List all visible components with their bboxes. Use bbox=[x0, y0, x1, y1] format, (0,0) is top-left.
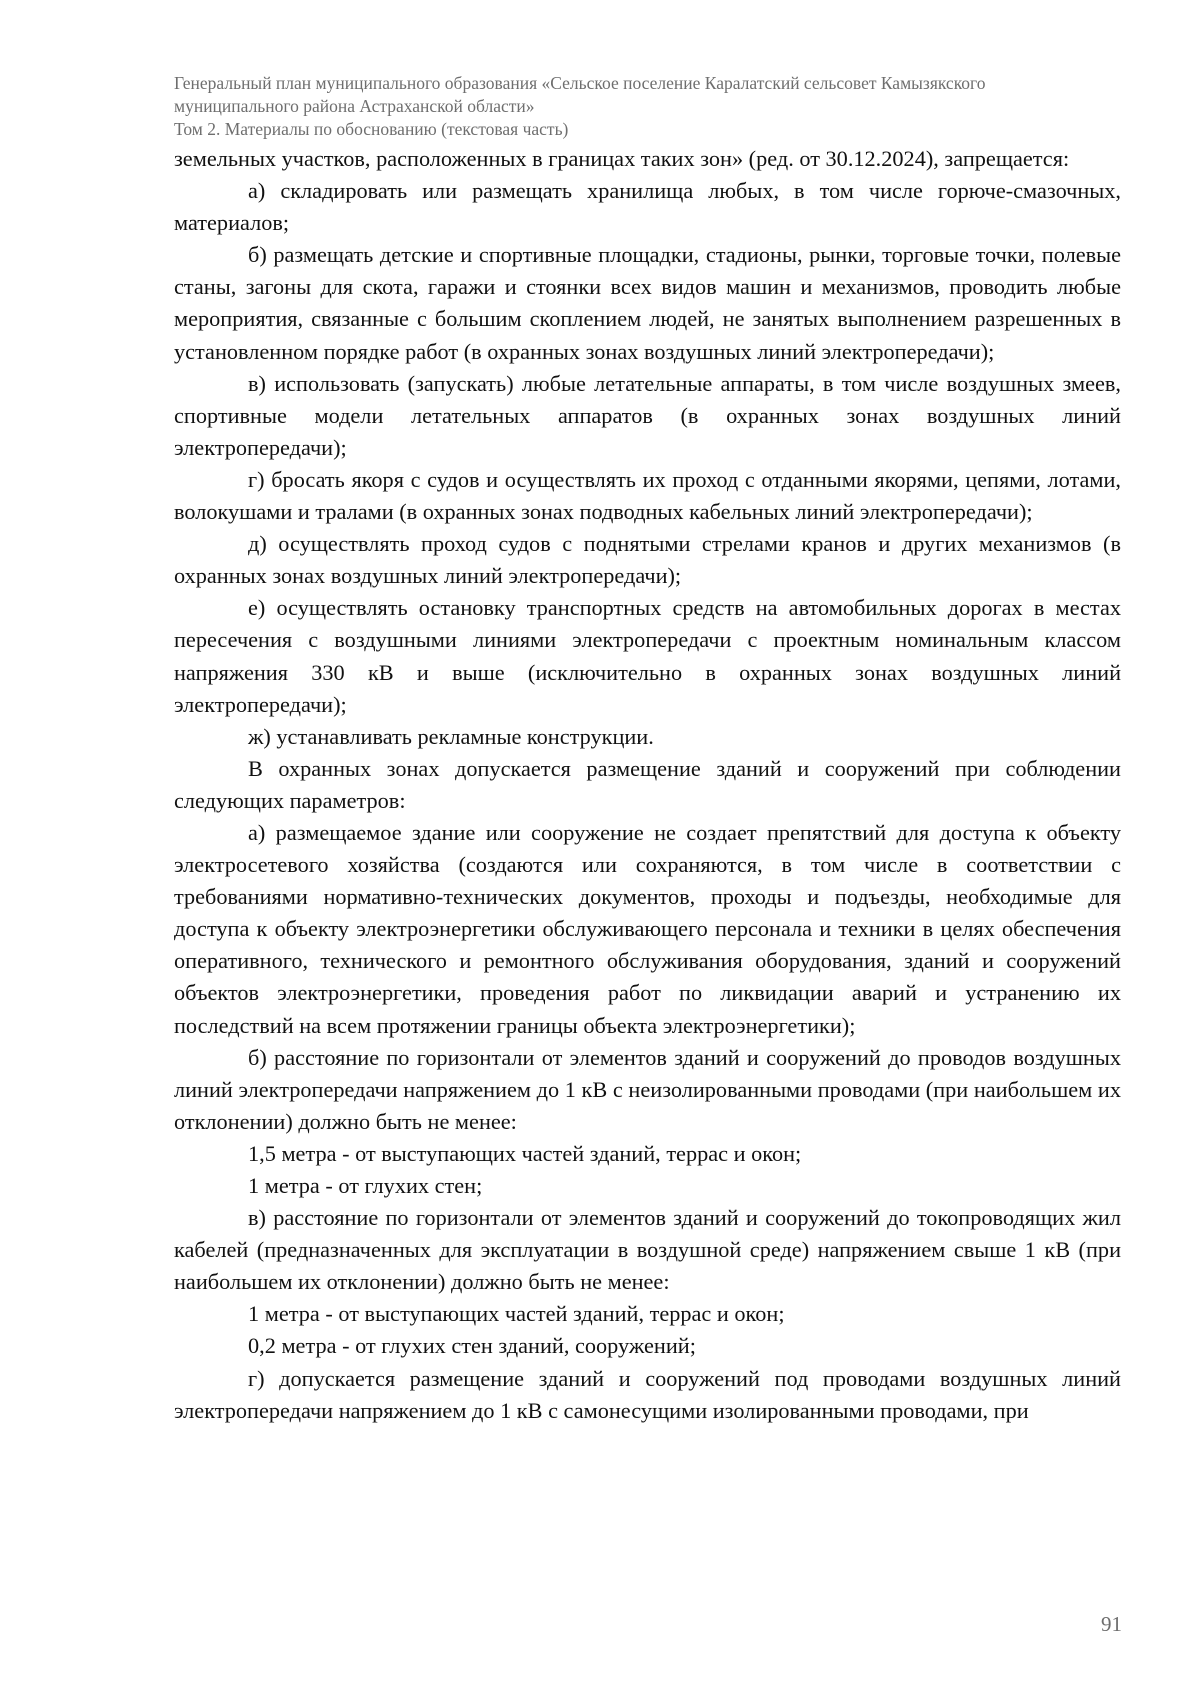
paragraph: г) допускается размещение зданий и сооружений под проводами воздушных линий электропередачи напряжением до 1 кВ с самонесущими изолированными проводами, при bbox=[174, 1365, 1121, 1423]
paragraph: г) бросать якоря с судов и осуществлять их проход с отданными якорями, цепями, лотами, волокушами и тралами (в охранных зонах подводных кабельных линий электропередачи); bbox=[174, 466, 1121, 525]
paragraph: б) размещать детские и спортивные площадки, стадионы, рынки, торговые точки, полевые станы, загоны для скота, гаражи и стоянки всех видов машин и механизмов, проводить любые мероприятия, связанные с большим скоплением людей, не занятых выполнением разрешенных в установленном порядке работ (в охранных зонах воздушных линий электропередачи); bbox=[174, 242, 1121, 364]
paragraph: б) расстояние по горизонтали от элементов зданий и сооружений до проводов воздушных линий электропередачи напряжением до 1 кВ с неизолированными проводами (при наибольшем их отклонении) должно быть не менее: bbox=[174, 1044, 1121, 1134]
document-body bbox=[174, 143, 1121, 1427]
paragraph: В охранных зонах допускается размещение зданий и сооружений при соблюдении следующих параметров: bbox=[174, 755, 1121, 813]
header-line-3: Том 2. Материалы по обоснованию (текстовая часть) bbox=[174, 119, 569, 139]
paragraph: а) складировать или размещать хранилища любых, в том числе горюче-смазочных, материалов; bbox=[174, 178, 1121, 236]
paragraph: 1,5 метра - от выступающих частей зданий, террас и окон; bbox=[248, 1140, 802, 1166]
paragraph: а) размещаемое здание или сооружение не создает препятствий для доступа к объекту электросетевого хозяйства (создаются или сохраняются, в том числе в соответствии с требованиями нормативно-технических документов, проходы и подъезды, необходимые для доступа к объекту электроэнергетики обслуживающего персонала и техники в целях обеспечения оперативного, технического и ремонтного обслуживания оборудования, зданий и сооружений объектов электроэнергетики, проведения работ по ликвидации аварий и устранению их последствий на всем протяжении границы объекта электроэнергетики); bbox=[174, 819, 1121, 1038]
paragraph: 0,2 метра - от глухих стен зданий, сооружений; bbox=[248, 1333, 696, 1359]
paragraph: ж) устанавливать рекламные конструкции. bbox=[248, 723, 654, 749]
paragraph: е) осуществлять остановку транспортных средств на автомобильных дорогах в местах пересечения с воздушными линиями электропередачи с проектным номинальным классом напряжения 330 кВ и выше (исключительно в охранных зонах воздушных линий электропередачи); bbox=[174, 595, 1121, 717]
paragraph: 1 метра - от выступающих частей зданий, террас и окон; bbox=[248, 1301, 785, 1327]
paragraph: в) использовать (запускать) любые летательные аппараты, в том числе воздушных змеев, спортивные модели летательных аппаратов (в охранных зонах воздушных линий электропередачи); bbox=[174, 370, 1121, 460]
page-number: 91 bbox=[1101, 1612, 1122, 1636]
paragraph: 1 метра - от глухих стен; bbox=[248, 1173, 483, 1198]
paragraph: в) расстояние по горизонтали от элементов зданий и сооружений до токопроводящих жил кабелей (предназначенных для эксплуатации в воздушной среде) напряжением свыше 1 кВ (при наибольшем их отклонении) должно быть не менее: bbox=[174, 1205, 1121, 1295]
paragraph-continuation: земельных участков, расположенных в границах таких зон» (ред. от 30.12.2024), запрещается: bbox=[174, 146, 1070, 171]
paragraph: д) осуществлять проход судов с поднятыми стрелами кранов и других механизмов (в охранных зонах воздушных линий электропередачи); bbox=[174, 531, 1121, 589]
header-line-1: Генеральный план муниципального образования «Сельское поселение Каралатский сельсовет Камызякского bbox=[174, 73, 986, 93]
running-header bbox=[174, 72, 1134, 141]
header-line-2: муниципального района Астраханской области» bbox=[174, 96, 535, 116]
